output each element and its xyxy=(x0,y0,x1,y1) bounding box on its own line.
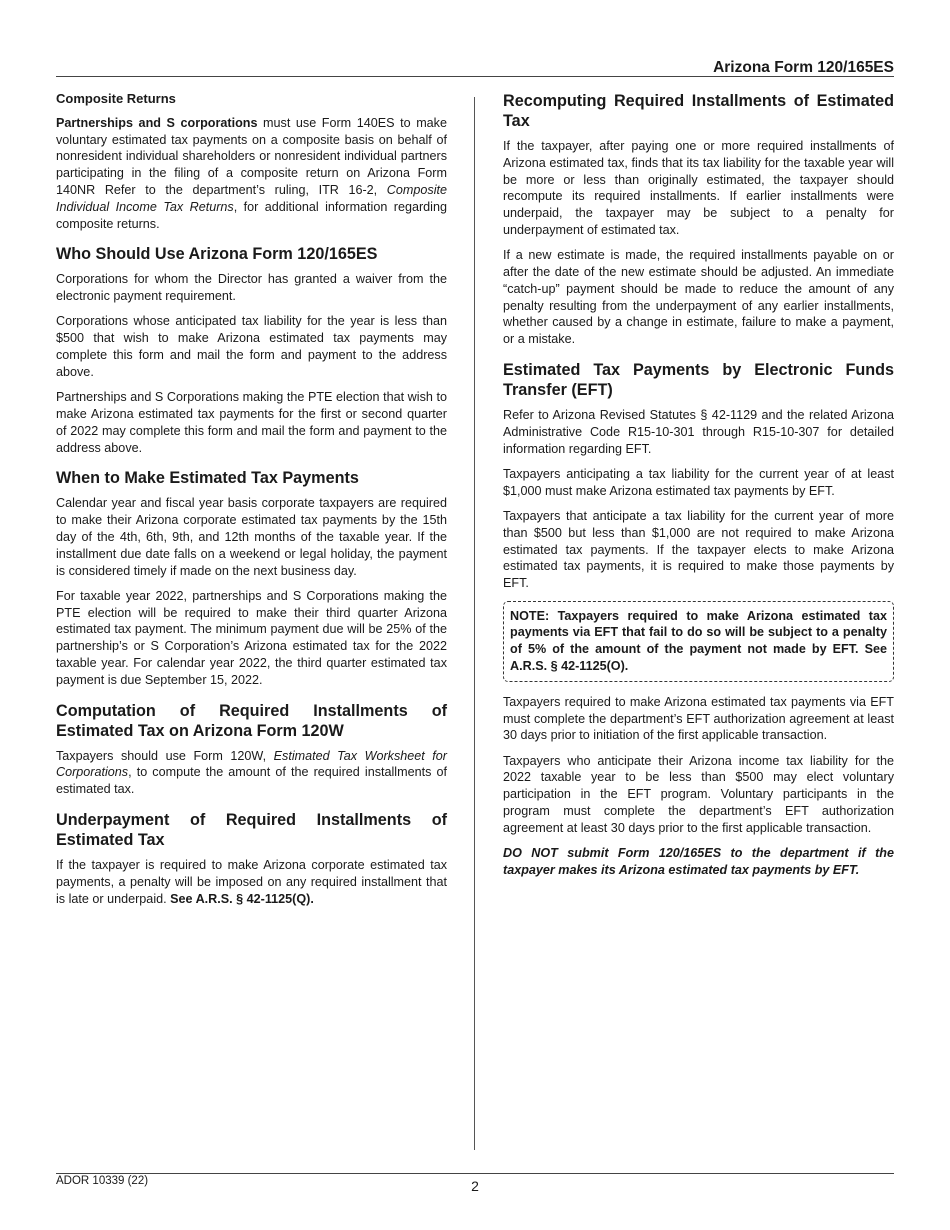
who-should-use-heading: Who Should Use Arizona Form 120/165ES xyxy=(56,245,378,264)
eft-paragraph-5: Taxpayers who anticipate their Arizona income tax liability for the 2022 taxable year to be less than $500 may elect voluntary participation in the EFT program. Voluntary participants in the program must complete the department’s EFT authorization agreement at least 30 days prior to the first applicable transaction. xyxy=(503,753,894,835)
eft-paragraph-2: Taxpayers anticipating a tax liability for the current year of at least $1,000 must make Arizona estimated tax payments by EFT. xyxy=(503,466,894,498)
underpayment-heading: Underpayment of Required Installments of Estimated Tax xyxy=(56,811,447,849)
page-number: 2 xyxy=(471,1178,479,1194)
form-id: ADOR 10339 (22) xyxy=(56,1175,149,1187)
eft-penalty-note: NOTE: Taxpayers required to make Arizona estimated tax payments via EFT that fail to do so will be subject to a penalty of 5% of the amount of the payment not made by EFT. See A.R.S. § 42-1125(O). xyxy=(503,601,894,682)
eft-paragraph-1: Refer to Arizona Revised Statutes § 42-1129 and the related Arizona Administrative Code R15-10-301 through R15-10-307 for detailed information regarding EFT. xyxy=(503,408,894,456)
recomputing-paragraph-1: If the taxpayer, after paying one or more required installments of Arizona estimated tax, finds that its tax liability for the taxable year will be more or less than originally estimated, the taxpayer should recompute its required installments. If earlier installments were underpaid, the taxpayer may be subject to a penalty for underpayment of estimated tax. xyxy=(503,139,894,237)
left-column xyxy=(56,91,447,916)
who-paragraph-2: Corporations whose anticipated tax liability for the year is less than $500 that wish to make Arizona estimated tax payments may complete this form and mail the form and payment to the address above. xyxy=(56,314,447,379)
underpayment-paragraph: If the taxpayer is required to make Arizona corporate estimated tax payments, a penalty will be imposed on any required installment that is late or underpaid. See A.R.S. § 42-1125(Q). xyxy=(56,858,447,906)
when-to-make-heading: When to Make Estimated Tax Payments xyxy=(56,469,359,488)
who-paragraph-3: Partnerships and S Corporations making the PTE election that wish to make Arizona estimated tax payments for the first or second quarter of 2022 may complete this form and mail the form and payment to the address above. xyxy=(56,390,447,455)
computation-paragraph: Taxpayers should use Form 120W, Estimated Tax Worksheet for Corporations, to compute the amount of the required installments of estimated tax. xyxy=(56,748,447,797)
composite-returns-paragraph: Partnerships and S corporations must use Form 140ES to make voluntary estimated tax payments on a composite basis on behalf of nonresident individual shareholders or nonresident individual partners participating in the filing of a composite return on Arizona Form 140NR Refer to the department’s ruling, ITR 16-2, Composite Individual Income Tax Returns, for additional information regarding composite returns. xyxy=(56,115,447,231)
column-divider xyxy=(474,97,475,1150)
when-paragraph-1: Calendar year and fiscal year basis corporate taxpayers are required to make their Arizona corporate estimated tax payments by the 15th day of the 4th, 6th, 9th, and 12th months of the taxable year. If the installment due date falls on a weekend or legal holiday, the payment is considered timely if made on the next business day. xyxy=(56,496,447,578)
eft-paragraph-3: Taxpayers that anticipate a tax liability for the current year of more than $500 but less than $1,000 are not required to make Arizona estimated tax payments. If the taxpayer elects to make Arizona estimated tax payments, it is required to make those payments by EFT. xyxy=(503,509,894,591)
when-paragraph-2: For taxable year 2022, partnerships and S Corporations making the PTE election will be required to make their third quarter Arizona estimated tax payment. The minimum payment due will be 25% of the partnership’s or S Corporation’s Arizona estimated tax for the 2022 taxable year. For calendar year 2022, the third quarter estimated tax payment is due September 15, 2022. xyxy=(56,588,447,687)
eft-heading: Estimated Tax Payments by Electronic Funds Transfer (EFT) xyxy=(503,361,894,400)
recomputing-heading: Recomputing Required Installments of Estimated Tax xyxy=(503,92,894,130)
composite-returns-heading: Composite Returns xyxy=(56,91,176,106)
computation-heading: Computation of Required Installments of Estimated Tax on Arizona Form 120W xyxy=(56,701,447,740)
right-column xyxy=(503,91,894,887)
form-title: Arizona Form 120/165ES xyxy=(713,59,894,76)
footer-divider xyxy=(56,1173,894,1174)
who-paragraph-1: Corporations for whom the Director has granted a waiver from the electronic payment requirement. xyxy=(56,272,447,304)
eft-paragraph-4: Taxpayers required to make Arizona estimated tax payments via EFT must complete the department’s EFT authorization agreement at least 30 days prior to initiation of the first applicable transaction. xyxy=(503,694,894,743)
recomputing-paragraph-2: If a new estimate is made, the required installments payable on or after the date of the new estimate should be adjusted. An immediate “catch-up” payment should be made to reduce the amount of any penalty resulting from the underpayment of any earlier installments, whether caused by a change in estimate, failure to make a payment, or a mistake. xyxy=(503,248,894,347)
eft-do-not-submit-notice: DO NOT submit Form 120/165ES to the department if the taxpayer makes its Arizona estimated tax payments by EFT. xyxy=(503,846,894,877)
header-divider xyxy=(56,76,894,77)
